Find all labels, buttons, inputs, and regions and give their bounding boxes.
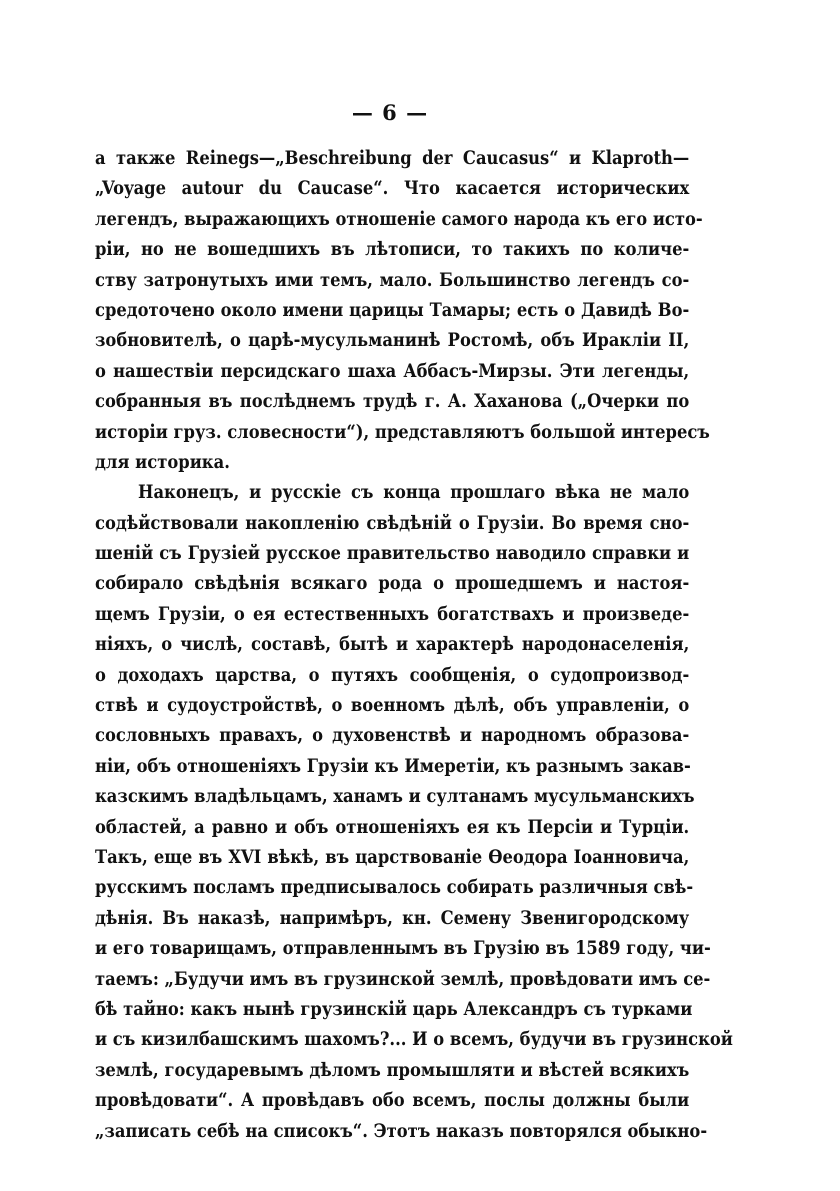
- text-line: шеній съ Грузіей русское правительство наводило справки и: [95, 542, 690, 565]
- text-line: исторіи груз. словесности“), представляютъ большой интересъ: [95, 420, 710, 443]
- text-line: таемъ: „Будучи имъ въ грузинской землѣ, провѣдовати имъ се-: [95, 967, 711, 990]
- text-line: содѣйствовали накопленію свѣдѣній о Грузіи. Во время сно-: [95, 511, 690, 534]
- text-line: и съ кизилбашскимъ шахомъ?... И о всемъ, будучи въ грузинской: [95, 1028, 733, 1051]
- text-line: бѣ тайно: какъ нынѣ грузинскій царь Александръ съ турками: [95, 997, 693, 1020]
- text-line: Такъ, еще въ XVI вѣкѣ, въ царствованіе Ѳеодора Іоанновича,: [95, 845, 690, 868]
- text-line: щемъ Грузіи, о ея естественныхъ богатствахъ и произведе-: [95, 602, 690, 625]
- text-line: казскимъ владѣльцамъ, ханамъ и султанамъ мусульманскихъ: [95, 785, 695, 808]
- text-line: „записать себѣ на списокъ“. Этотъ наказъ повторялся обыкно-: [95, 1119, 708, 1142]
- text-line: ствѣ и судоустройствѣ, о военномъ дѣлѣ, объ управленіи, о: [95, 694, 690, 717]
- paragraph-start-line: Наконецъ, и русскіе съ конца прошлаго вѣка не мало: [138, 481, 690, 504]
- text-line: ріи, но не вошедшихъ въ лѣтописи, то такихъ по количе-: [95, 238, 690, 261]
- text-line: собирало свѣдѣнія всякаго рода о прошедшемъ и настоя-: [95, 572, 690, 595]
- text-line: ніи, объ отношеніяхъ Грузіи къ Имеретіи, къ разнымъ закав-: [95, 754, 691, 777]
- text-line: для историка.: [95, 450, 230, 473]
- text-line: сословныхъ правахъ, о духовенствѣ и народномъ образова-: [95, 724, 690, 747]
- text-line: ству затронутыхъ ими темъ, мало. Большинство легендъ со-: [95, 268, 690, 291]
- text-line: „Voyage autour du Caucase“. Что касается исторических: [95, 177, 690, 200]
- text-line: провѣдовати“. А провѣдавъ обо всемъ, послы должны были: [95, 1089, 690, 1112]
- text-line: собранныя въ послѣднемъ трудѣ г. А. Хаханова („Очерки по: [95, 390, 690, 413]
- text-line: средоточено около имени царицы Тамары; есть о Давидѣ Во-: [95, 298, 690, 321]
- page-number: — 6 —: [351, 100, 429, 125]
- text-line: зобновителѣ, о царѣ-мусульманинѣ Ростомѣ, объ Ираклiи II,: [95, 329, 690, 352]
- text-line: русскимъ посламъ предписывалось собирать различныя свѣ-: [95, 876, 694, 899]
- text-line: ніяхъ, о числѣ, составѣ, бытѣ и характерѣ народонаселенія,: [95, 633, 690, 656]
- text-line: областей, а равно и объ отношеніяхъ ея къ Персіи и Турціи.: [95, 815, 690, 838]
- text-line: о нашествіи персидскаго шаха Аббасъ-Мирзы. Эти легенды,: [95, 359, 690, 382]
- text-line: о доходахъ царства, о путяхъ сообщенія, о судопроизвод-: [95, 663, 690, 686]
- text-line: легендъ, выражающихъ отношеніе самого народа къ его исто-: [95, 207, 703, 230]
- text-line: а также Reinegs—„Beschreibung der Caucasus“ и Klaproth—: [95, 147, 690, 169]
- body-text: [95, 143, 733, 1146]
- text-line: и его товарищамъ, отправленнымъ въ Грузію въ 1589 году, чи-: [95, 937, 711, 960]
- text-line: землѣ, государевымъ дѣломъ промышляти и вѣстей всякихъ: [95, 1058, 690, 1081]
- text-line: дѣнія. Въ наказѣ, напримѣръ, кн. Семену Звенигородскому: [95, 906, 690, 929]
